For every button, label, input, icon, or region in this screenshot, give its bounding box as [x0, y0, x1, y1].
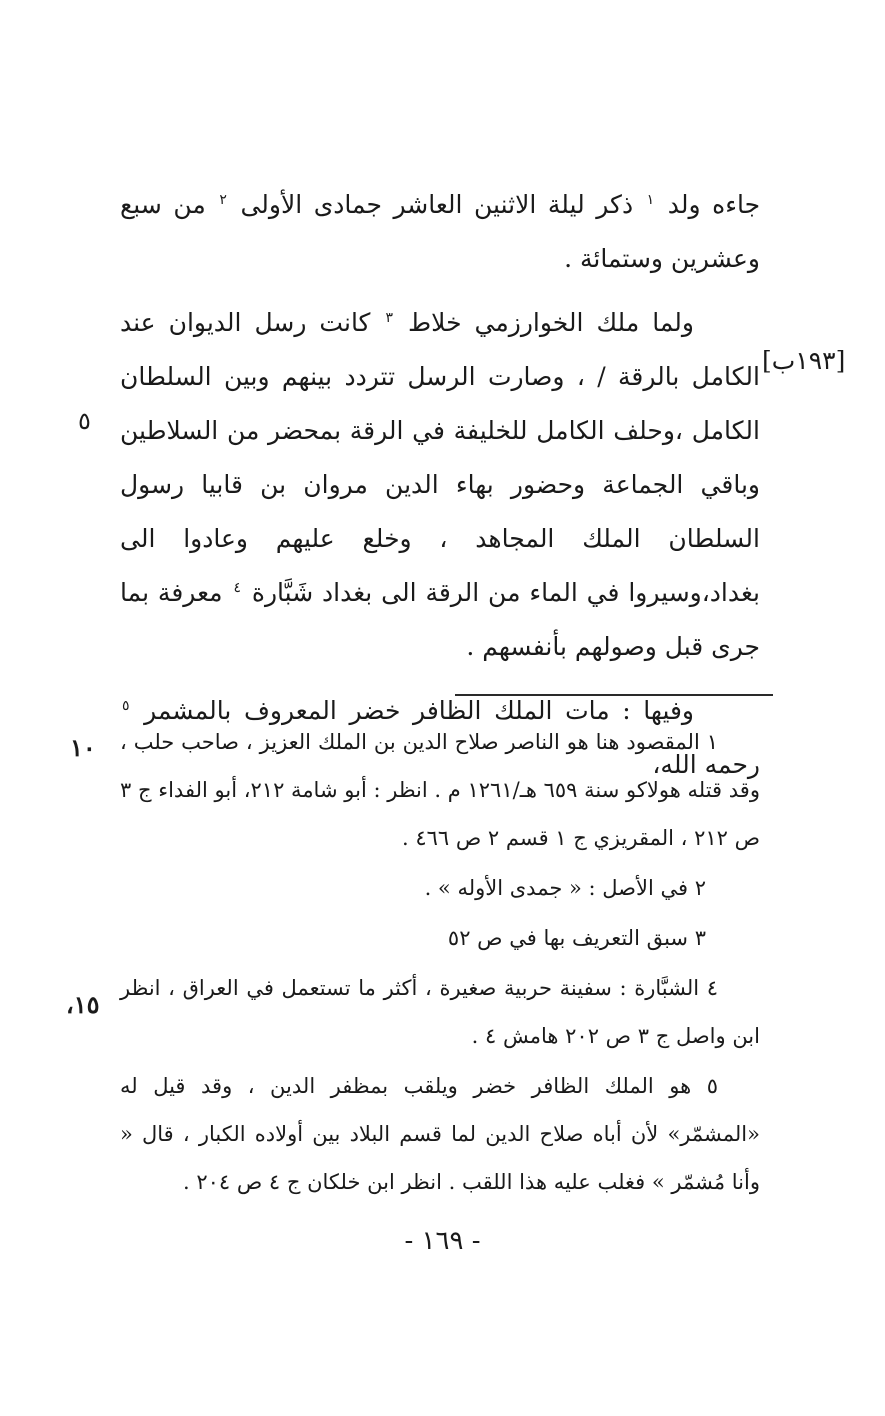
footnote-ref: ٣ [385, 309, 394, 326]
text-segment: من سبع وعشرين وستمائة . [120, 190, 760, 273]
folio-marker: [١٩٣ب] [762, 346, 846, 375]
paragraph-birth [120, 178, 760, 286]
footnote-divider [455, 694, 773, 696]
footnote-3: ٣ سبق التعريف بها في ص ٥٢ [447, 926, 706, 950]
footnote-1: ١ المقصود هنا هو الناصر صلاح الدين بن الملك العزيز ، صاحب حلب ، وقد قتله هولاكو سنة ٦٥٩ هـ/١٢٦١ م . انظر : أبو شامة ٢١٢، أبو الفداء ج ٣ ص ٢١٢ ، المقريزي ج ١ قسم ٢ ص ٤٦٦ . [120, 730, 760, 850]
line-number-5: ٥ [78, 407, 91, 435]
footnotes [120, 718, 760, 1208]
footnote-2: ٢ في الأصل : « جمدى الأوله » . [424, 876, 706, 900]
text-segment: وفيها : مات الملك الظافر خضر المعروف بالمشمر [144, 696, 695, 725]
line-number-15: ١٥، [66, 990, 100, 1019]
footnote-ref: ٥ [122, 697, 130, 714]
paragraph-khwarazmi [120, 296, 760, 674]
text-segment: معرفة بما جرى قبل وصولهم بأنفسهم . [120, 578, 760, 661]
footnote-ref: ١ [646, 191, 655, 208]
line-number-10: ١٠ [70, 733, 96, 762]
text-segment: كانت رسل الديوان عند الكامل بالرقة / ، وصارت الرسل تتردد بينهم وبين السلطان الكامل ،وحلف الكامل للخليفة في الرقة بمحضر من السلاطين وباقي الجماعة وحضور بهاء الدين مروان بن قابيا رسول السلطان الملك المجاهد ، وخلع عليهم وعادوا الى بغداد،وسيروا في الماء من الرقة الى بغداد شَبَّارة [120, 308, 761, 607]
main-text [120, 178, 760, 802]
text-segment: جاءه ولد [667, 190, 761, 219]
footnote-5: ٥ هو الملك الظافر خضر ويلقب بمظفر الدين ، وقد قيل له «المشمّر» لأن أباه صلاح الدين لما قسم البلاد بين أولاده الكبار ، قال « وأنا مُشمّر » فغلب عليه هذا اللقب . انظر ابن خلكان ج ٤ ص ٢٠٤ . [120, 1074, 760, 1194]
text-segment: رحمه الله، [652, 750, 760, 779]
footnote-ref: ٤ [233, 579, 241, 596]
footnote-4: ٤ الشبَّارة : سفينة حربية صغيرة ، أكثر ما تستعمل في العراق ، انظر ابن واصل ج ٣ ص ٢٠٢ هامش ٤ . [120, 976, 760, 1048]
text-segment: ولما ملك الخوارزمي خلاط [408, 308, 694, 337]
footnote-ref: ٢ [219, 191, 227, 208]
text-segment: ذكر ليلة الاثنين العاشر جمادى الأولى [240, 190, 634, 219]
page-number: - ١٦٩ - [404, 1226, 481, 1256]
